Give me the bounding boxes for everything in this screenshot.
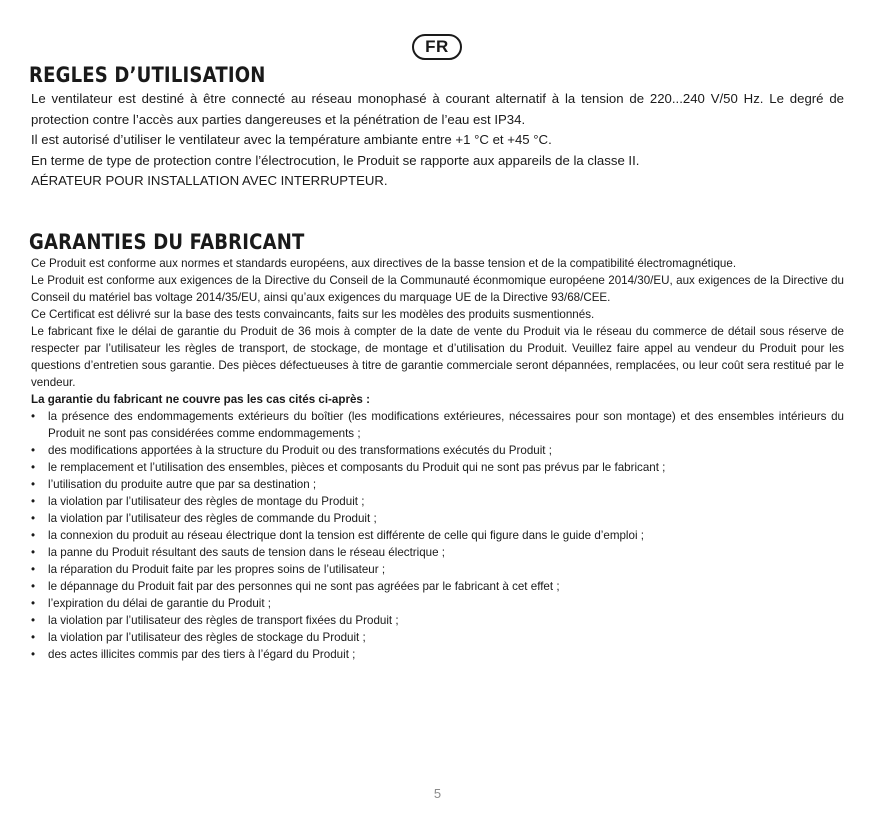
warranty-paragraph: Le fabricant fixe le délai de garantie du Produit de 36 mois à compter de la date de vente du Produit via le réseau du commerce de détail sous réserve de respecter par l’utilisateur les règles de transport, de stockage, de montage et d’utilisation du Produit. Veuillez faire appel au vendeur du Produit pour les questions d’entretien sous garantie. Des pièces défectueuses à titre de garantie commerciale seront dépannées, remplacées, ou leur coût sera restitué par le vendeur.: [31, 325, 844, 389]
exclusion-item: • la réparation du Produit faite par les propres soins de l’utilisateur ;: [31, 561, 844, 578]
exclusion-item: • la violation par l’utilisateur des règles de montage du Produit ;: [31, 493, 844, 510]
language-badge: FR: [412, 34, 462, 60]
exclusion-item: • la présence des endommagements extérieurs du boîtier (les modifications extérieures, nécessaires pour son montage) et des ensembles intérieurs du Produit ne sont pas considérées comme endommagements ;: [31, 408, 844, 442]
page-number: 5: [433, 786, 442, 801]
usage-rules-paragraph: AÉRATEUR POUR INSTALLATION AVEC INTERRUPTEUR.: [31, 173, 388, 188]
exclusion-item: • la violation par l’utilisateur des règles de transport fixées du Produit ;: [31, 612, 844, 629]
usage-rules-paragraph: En terme de type de protection contre l’électrocution, le Produit se rapporte aux appareils de la classe II.: [31, 152, 640, 168]
warranty-paragraph: Ce Certificat est délivré sur la base des tests convaincants, faits sur les modèles des produits susmentionnés.: [31, 308, 595, 321]
exclusion-item: • le remplacement et l’utilisation des ensembles, pièces et composants du Produit qui ne sont pas prévus par le fabricant ;: [31, 459, 844, 476]
warranty-title: GARANTIES DU FABRICANT: [29, 230, 305, 254]
exclusion-item: • des actes illicites commis par des tiers à l’égard du Produit ;: [31, 646, 844, 663]
usage-rules-title: REGLES D’UTILISATION: [29, 63, 266, 87]
exclusion-item: • la connexion du produit au réseau électrique dont la tension est différente de celle qui figure dans le guide d’emploi ;: [31, 527, 844, 544]
exclusion-item: • la violation par l’utilisateur des règles de commande du Produit ;: [31, 510, 844, 527]
warranty-paragraph: Le Produit est conforme aux exigences de la Directive du Conseil de la Communauté éconmomique européene 2014/30/EU, aux exigences de la Directive du Conseil du matériel bas voltage 2014/35/EU, ainsi qu’aux exigences du marquage UE de la Directive 93/68/CEE.: [31, 274, 844, 304]
exclusion-item: • la panne du Produit résultant des sauts de tension dans le réseau électrique ;: [31, 544, 844, 561]
usage-rules-paragraph: Il est autorisé d’utiliser le ventilateur avec la température ambiante entre +1 °C et +45 °C.: [31, 132, 552, 147]
usage-rules-paragraph: Le ventilateur est destiné à être connecté au réseau monophasé à courant alternatif à la tension de 220...240 V/50 Hz. Le degré de protection contre l’accès aux parties dangereuses et la pénétration de l’eau est IP34.: [31, 91, 844, 127]
exclusion-item: • le dépannage du Produit fait par des personnes qui ne sont pas agréées par le fabricant à cet effet ;: [31, 578, 844, 595]
warranty-paragraph: Ce Produit est conforme aux normes et standards européens, aux directives de la basse tension et de la compatibilité électromagnétique.: [31, 257, 737, 270]
exclusion-item: • des modifications apportées à la structure du Produit ou des transformations exécutés du Produit ;: [31, 442, 844, 459]
exclusions-list: [31, 408, 844, 663]
usage-rules-body: [31, 89, 844, 192]
exclusion-item: • la violation par l’utilisateur des règles de stockage du Produit ;: [31, 629, 844, 646]
exclusions-heading: La garantie du fabricant ne couvre pas les cas cités ci-après :: [31, 393, 370, 406]
warranty-body: [31, 255, 844, 663]
exclusion-item: • l’utilisation du produite autre que par sa destination ;: [31, 476, 844, 493]
exclusion-item: • l’expiration du délai de garantie du Produit ;: [31, 595, 844, 612]
